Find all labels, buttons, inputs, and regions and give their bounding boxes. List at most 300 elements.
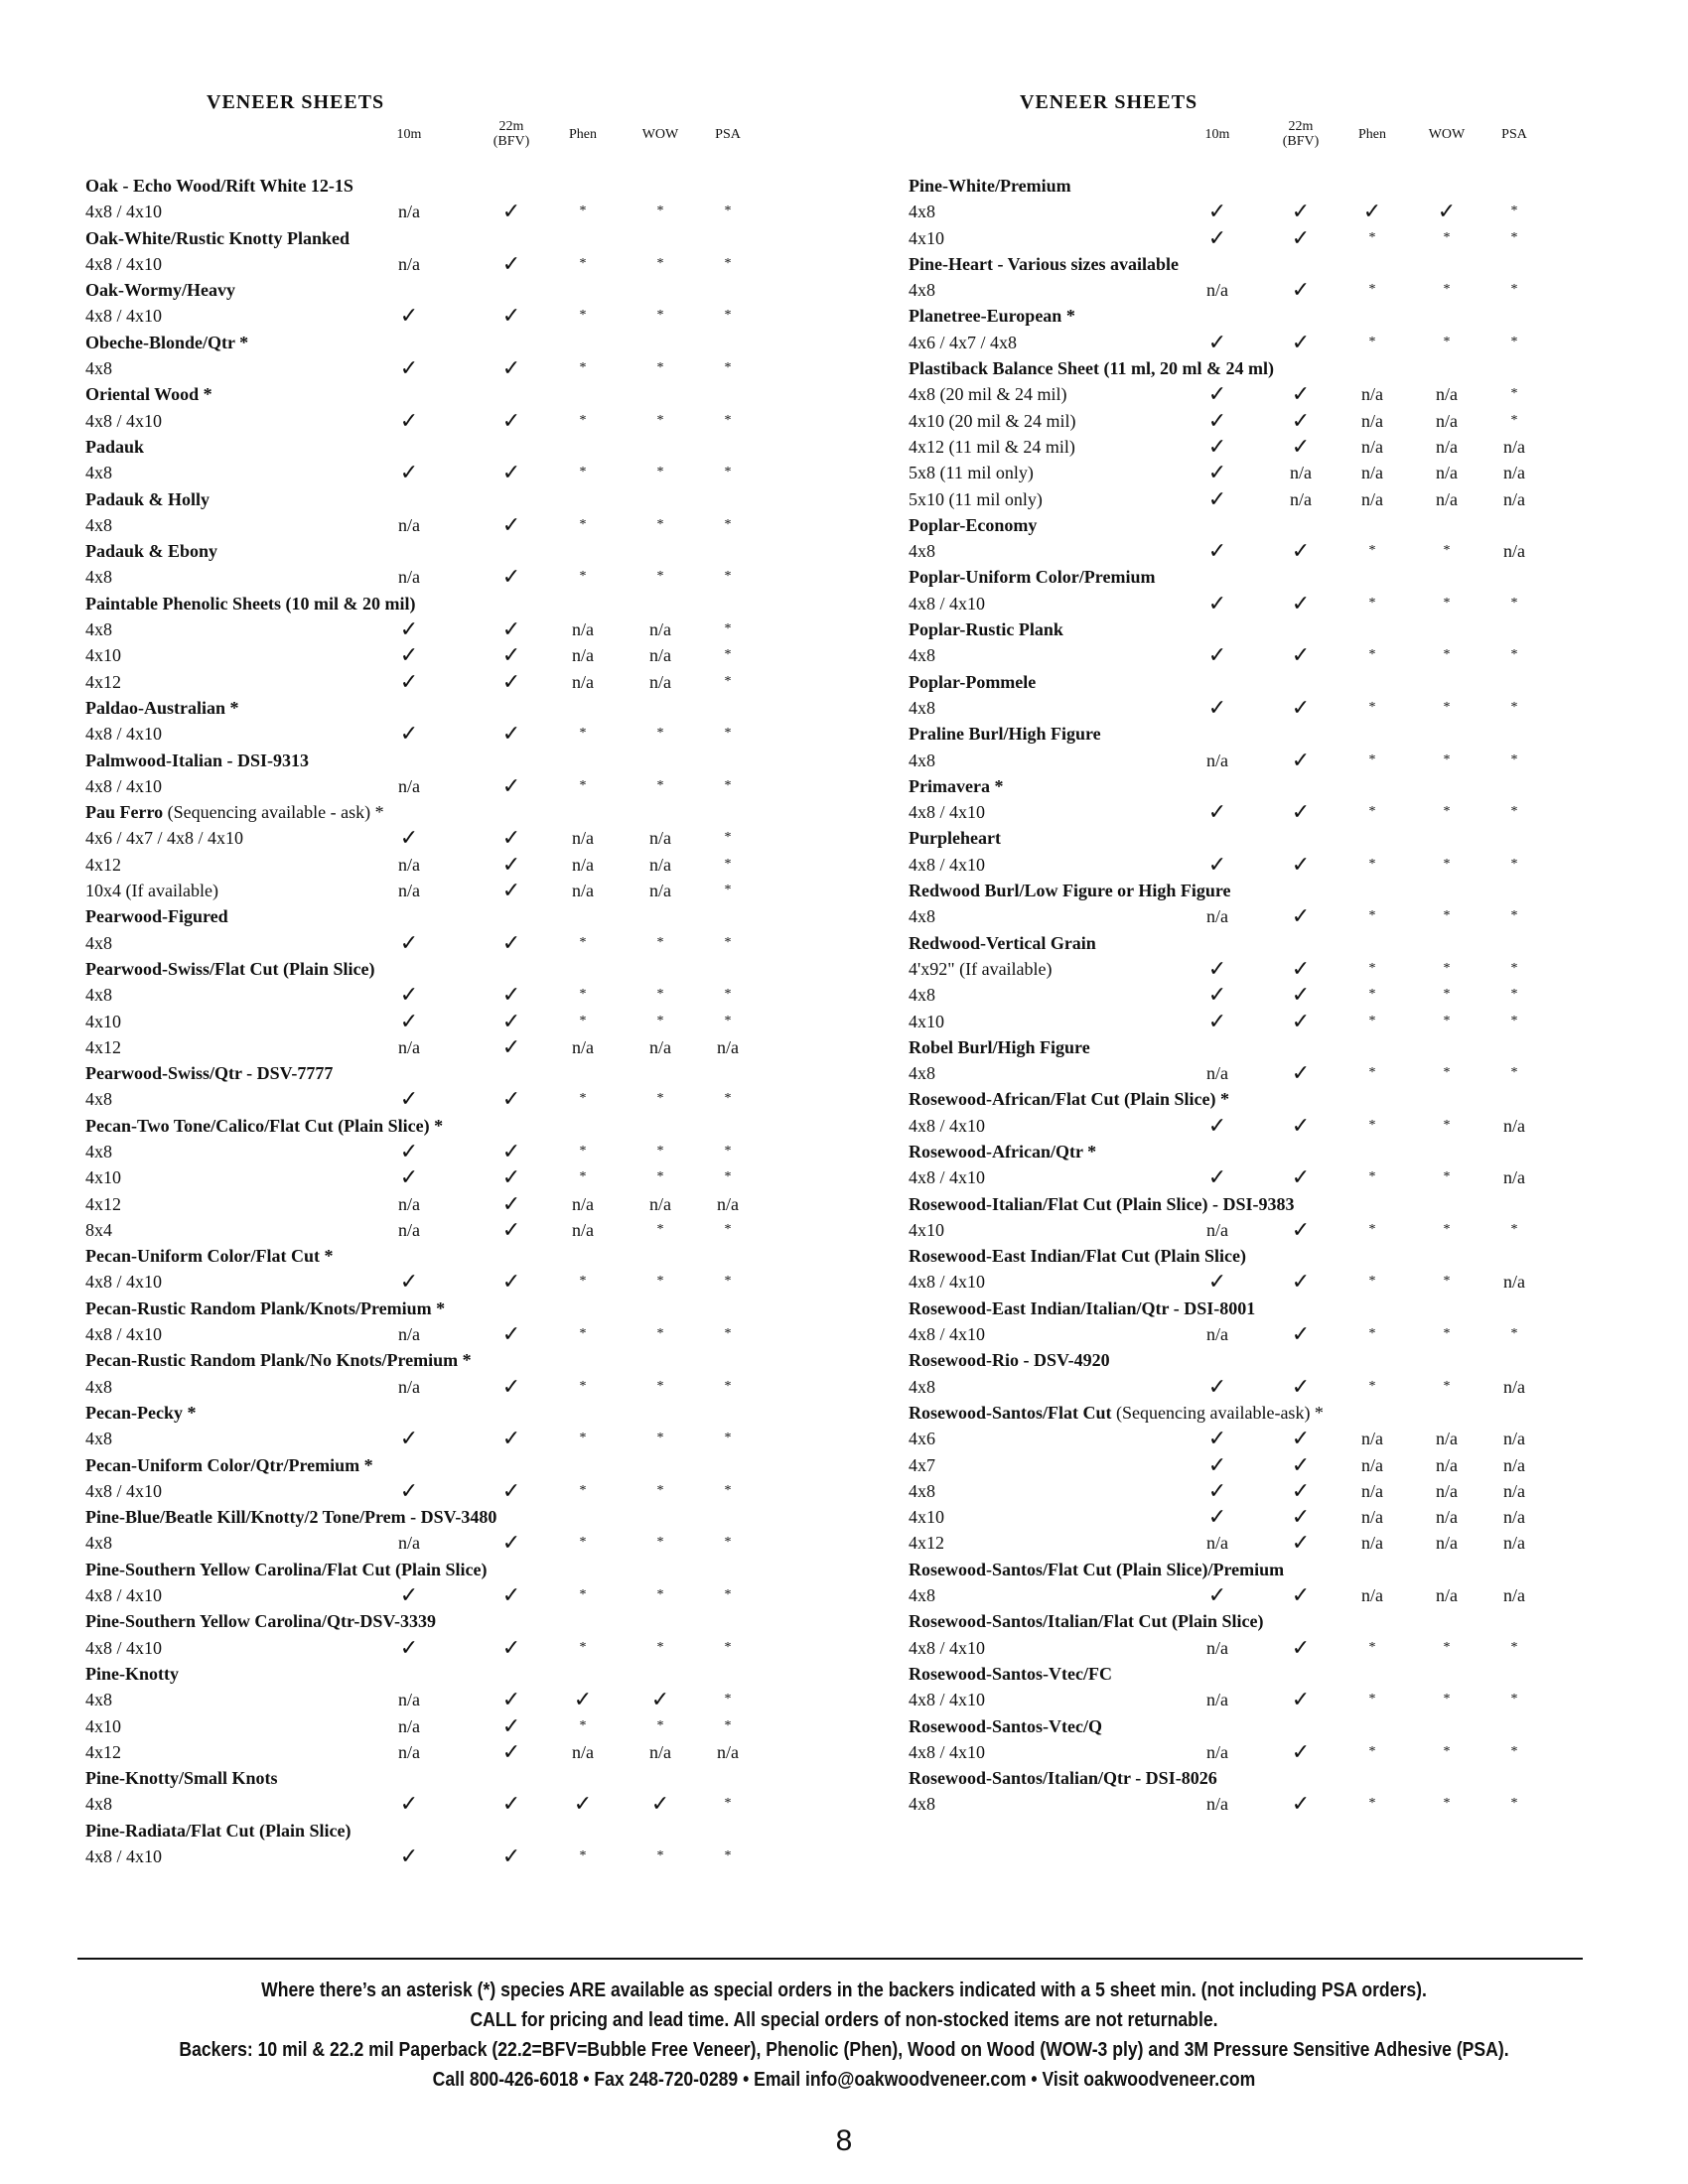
checkmark-icon: ✓ — [501, 1033, 521, 1059]
species-name — [85, 330, 820, 355]
checkmark-icon: ✓ — [501, 1426, 521, 1451]
asterisk-mark: * — [656, 1013, 664, 1028]
species-label: Pearwood-Figured — [85, 906, 228, 927]
left-column-header-4: PSA — [715, 127, 741, 142]
checkmark-icon: ✓ — [1207, 485, 1227, 511]
na-value: n/a — [1361, 463, 1383, 483]
size-label: 4x8 — [909, 750, 935, 770]
na-value: n/a — [1503, 1585, 1525, 1606]
species-name — [85, 277, 820, 303]
species-label: Pecan-Rustic Random Plank/Knots/Premium * — [85, 1297, 446, 1318]
checkmark-icon: ✓ — [1291, 199, 1311, 224]
asterisk-mark: * — [656, 934, 664, 950]
asterisk-mark: * — [724, 516, 732, 532]
asterisk-mark: * — [1443, 1796, 1451, 1812]
checkmark-icon: ✓ — [1291, 1373, 1311, 1399]
asterisk-mark: * — [1368, 751, 1376, 767]
checkmark-icon: ✓ — [1291, 538, 1311, 564]
left-column-header-row — [85, 119, 820, 173]
species-name — [85, 1608, 820, 1634]
size-row — [909, 852, 1618, 878]
asterisk-mark: * — [724, 1587, 732, 1603]
size-row — [909, 1530, 1618, 1556]
asterisk-mark: * — [656, 204, 664, 219]
asterisk-mark: * — [1368, 1065, 1376, 1081]
species-label: Rosewood-African/Qtr * — [909, 1141, 1097, 1161]
size-label: 4x8 / 4x10 — [909, 1324, 986, 1345]
size-label: 4x6 / 4x7 / 4x8 — [909, 332, 1018, 352]
na-value: n/a — [1206, 280, 1228, 301]
species-name — [909, 930, 1618, 956]
species-label: Pine-Southern Yellow Carolina/Flat Cut (Plain Slice) — [85, 1559, 488, 1579]
size-row — [85, 852, 820, 878]
checkmark-icon: ✓ — [501, 1216, 521, 1242]
species-name — [909, 564, 1618, 590]
size-label: 4x8 — [85, 1429, 112, 1449]
species-label: Rosewood-Italian/Flat Cut (Plain Slice) - DSI-9383 — [909, 1193, 1295, 1214]
checkmark-icon: ✓ — [1291, 407, 1311, 433]
checkmark-icon: ✓ — [1291, 590, 1311, 615]
size-label: 4x8 — [85, 567, 112, 588]
species-label: Poplar-Uniform Color/Premium — [909, 567, 1156, 588]
species-label: Pine-Blue/Beatle Kill/Knotty/2 Tone/Prem - DSV-3480 — [85, 1507, 497, 1528]
size-label: 4x8 / 4x10 — [909, 1272, 986, 1293]
asterisk-mark: * — [579, 1326, 587, 1342]
size-label: 4x8 / 4x10 — [909, 1167, 986, 1188]
asterisk-mark: * — [656, 777, 664, 793]
left-rows — [85, 173, 820, 1869]
species-name — [85, 1243, 820, 1269]
size-label: 4x8 — [85, 985, 112, 1006]
size-row — [909, 695, 1618, 721]
asterisk-mark: * — [1510, 987, 1518, 1003]
size-row — [85, 721, 820, 747]
species-name — [909, 355, 1618, 381]
asterisk-mark: * — [1443, 1326, 1451, 1342]
size-label: 4'x92" (If available) — [909, 958, 1053, 979]
size-row — [85, 1530, 820, 1556]
na-value: n/a — [1503, 1533, 1525, 1554]
species-label: Pecan-Uniform Color/Flat Cut * — [85, 1246, 334, 1267]
species-name — [85, 591, 820, 616]
size-row — [909, 1164, 1618, 1190]
na-value: n/a — [717, 1036, 739, 1057]
asterisk-mark: * — [724, 830, 732, 846]
na-value: n/a — [1436, 463, 1458, 483]
size-row — [909, 330, 1618, 355]
asterisk-mark: * — [1443, 908, 1451, 924]
checkmark-icon: ✓ — [399, 642, 419, 668]
asterisk-mark: * — [1443, 960, 1451, 976]
asterisk-mark: * — [656, 412, 664, 428]
size-row — [85, 1843, 820, 1869]
size-row — [85, 1739, 820, 1765]
na-value: n/a — [398, 1219, 420, 1240]
na-value: n/a — [1436, 384, 1458, 405]
asterisk-mark: * — [1368, 1169, 1376, 1185]
checkmark-icon: ✓ — [501, 721, 521, 747]
checkmark-icon: ✓ — [1207, 1504, 1227, 1530]
species-label: Rosewood-Santos-Vtec/Q — [909, 1715, 1102, 1736]
size-row — [909, 1113, 1618, 1139]
na-value: n/a — [572, 619, 594, 640]
size-row — [85, 1269, 820, 1295]
species-name — [909, 773, 1618, 799]
checkmark-icon: ✓ — [573, 1687, 593, 1712]
species-name — [909, 1713, 1618, 1739]
asterisk-mark: * — [579, 726, 587, 742]
asterisk-mark: * — [656, 308, 664, 324]
checkmark-icon: ✓ — [501, 407, 521, 433]
checkmark-icon: ✓ — [501, 355, 521, 381]
species-label: Plastiback Balance Sheet (11 ml, 20 ml & 24 ml) — [909, 358, 1274, 379]
asterisk-mark: * — [579, 1091, 587, 1107]
asterisk-mark: * — [724, 1274, 732, 1290]
left-column-header-1: 22m (BFV) — [492, 119, 530, 149]
asterisk-mark: * — [724, 412, 732, 428]
na-value: n/a — [1206, 1324, 1228, 1345]
na-value: n/a — [572, 671, 594, 692]
checkmark-icon: ✓ — [1207, 851, 1227, 877]
size-label: 10x4 (If available) — [85, 881, 218, 901]
size-label: 4x8 — [909, 1585, 935, 1606]
asterisk-mark: * — [724, 255, 732, 271]
size-row — [909, 903, 1618, 929]
asterisk-mark: * — [656, 1143, 664, 1159]
checkmark-icon: ✓ — [1207, 1477, 1227, 1503]
na-value: n/a — [398, 1715, 420, 1736]
asterisk-mark: * — [724, 883, 732, 898]
asterisk-mark: * — [1443, 1692, 1451, 1707]
asterisk-mark: * — [1368, 1117, 1376, 1133]
species-label: Obeche-Blonde/Qtr * — [85, 332, 249, 352]
na-value: n/a — [1361, 1507, 1383, 1528]
na-value: n/a — [572, 881, 594, 901]
checkmark-icon: ✓ — [1291, 642, 1311, 668]
footer-rule — [77, 1958, 1583, 1960]
na-value: n/a — [1206, 906, 1228, 927]
footer-line-3: Backers: 10 mil & 22.2 mil Paperback (22.2=BFV=Bubble Free Veneer), Phenolic (Phen), Wood on Wood (WOW-3 ply) and 3M Pressure Sensitive Adhesive (PSA). — [179, 2039, 1509, 2061]
checkmark-icon: ✓ — [399, 825, 419, 851]
species-label: Palmwood-Italian - DSI-9313 — [85, 750, 310, 770]
size-label: 4x8 — [909, 1794, 935, 1815]
asterisk-mark: * — [1510, 412, 1518, 428]
asterisk-mark: * — [1368, 543, 1376, 559]
asterisk-mark: * — [656, 1639, 664, 1655]
size-row — [909, 381, 1618, 407]
checkmark-icon: ✓ — [1207, 407, 1227, 433]
asterisk-mark: * — [1443, 229, 1451, 245]
checkmark-icon: ✓ — [1291, 277, 1311, 303]
size-label: 4x8 / 4x10 — [85, 1272, 163, 1293]
species-label: Pearwood-Swiss/Qtr - DSV-7777 — [85, 1063, 334, 1084]
checkmark-icon: ✓ — [399, 303, 419, 329]
size-label: 4x10 — [909, 1507, 944, 1528]
na-value: n/a — [1436, 1585, 1458, 1606]
asterisk-mark: * — [1368, 647, 1376, 663]
species-name — [85, 1060, 820, 1086]
right-column-header-1: 22m (BFV) — [1282, 119, 1320, 149]
asterisk-mark: * — [1368, 334, 1376, 349]
size-label: 4x8 / 4x10 — [85, 253, 163, 274]
checkmark-icon: ✓ — [573, 1791, 593, 1817]
asterisk-mark: * — [724, 1535, 732, 1551]
checkmark-icon: ✓ — [399, 355, 419, 381]
asterisk-mark: * — [1443, 543, 1451, 559]
size-label: 5x10 (11 mil only) — [909, 488, 1043, 509]
size-label: 4x8 (20 mil & 24 mil) — [909, 384, 1067, 405]
asterisk-mark: * — [724, 1848, 732, 1863]
right-rows — [909, 173, 1618, 1818]
species-label: Redwood-Vertical Grain — [909, 932, 1096, 953]
size-row — [909, 1269, 1618, 1295]
size-row — [85, 1687, 820, 1712]
checkmark-icon: ✓ — [1291, 381, 1311, 407]
checkmark-icon: ✓ — [501, 929, 521, 955]
checkmark-icon: ✓ — [1207, 1269, 1227, 1295]
right-column — [909, 85, 1618, 1818]
species-name — [909, 1191, 1618, 1217]
na-value: n/a — [1503, 436, 1525, 457]
size-row — [85, 930, 820, 956]
size-row — [909, 1374, 1618, 1400]
size-label: 4x8 — [909, 280, 935, 301]
species-name — [85, 538, 820, 564]
size-label: 4x10 — [909, 227, 944, 248]
asterisk-mark: * — [656, 1378, 664, 1394]
asterisk-mark: * — [1443, 1743, 1451, 1759]
checkmark-icon: ✓ — [1207, 381, 1227, 407]
size-row — [85, 1635, 820, 1661]
size-label: 4x8 / 4x10 — [85, 410, 163, 431]
asterisk-mark: * — [724, 465, 732, 480]
size-label: 4x12 (11 mil & 24 mil) — [909, 436, 1075, 457]
checkmark-icon: ✓ — [1291, 1426, 1311, 1451]
species-label: Padauk — [85, 436, 145, 457]
na-value: n/a — [1436, 410, 1458, 431]
asterisk-mark: * — [1510, 229, 1518, 245]
size-row — [85, 1374, 820, 1400]
asterisk-mark: * — [656, 1587, 664, 1603]
asterisk-mark: * — [1368, 908, 1376, 924]
na-value: n/a — [1436, 1429, 1458, 1449]
size-label: 4x8 — [85, 1089, 112, 1110]
checkmark-icon: ✓ — [1207, 1582, 1227, 1608]
asterisk-mark: * — [579, 1535, 587, 1551]
species-label: Pecan-Two Tone/Calico/Flat Cut (Plain Slice) * — [85, 1115, 444, 1136]
asterisk-mark: * — [656, 516, 664, 532]
left-column-heading: VENEER SHEETS — [207, 91, 385, 113]
size-row — [85, 825, 820, 851]
asterisk-mark: * — [1443, 1639, 1451, 1655]
species-label: Pine-Southern Yellow Carolina/Qtr-DSV-3339 — [85, 1611, 436, 1632]
asterisk-mark: * — [1443, 1274, 1451, 1290]
asterisk-mark: * — [579, 1169, 587, 1185]
checkmark-icon: ✓ — [399, 1477, 419, 1503]
asterisk-mark: * — [724, 1013, 732, 1028]
checkmark-icon: ✓ — [1291, 1008, 1311, 1033]
checkmark-icon: ✓ — [1291, 1216, 1311, 1242]
checkmark-icon: ✓ — [399, 1086, 419, 1112]
size-row — [909, 799, 1618, 825]
asterisk-mark: * — [1443, 647, 1451, 663]
asterisk-mark: * — [579, 569, 587, 585]
checkmark-icon: ✓ — [399, 407, 419, 433]
size-row — [909, 277, 1618, 303]
size-row — [909, 1009, 1618, 1034]
species-label: Oak - Echo Wood/Rift White 12-1S — [85, 176, 353, 196]
size-label: 4x12 — [909, 1533, 944, 1554]
size-label: 4x10 — [85, 1167, 121, 1188]
size-label: 4x12 — [85, 671, 121, 692]
asterisk-mark: * — [724, 1717, 732, 1733]
size-label: 4x8 — [85, 358, 112, 379]
checkmark-icon: ✓ — [501, 1582, 521, 1608]
asterisk-mark: * — [579, 516, 587, 532]
species-label: Rosewood-Santos/Flat Cut (Plain Slice)/Premium — [909, 1559, 1285, 1579]
na-value: n/a — [1436, 1533, 1458, 1554]
na-value: n/a — [649, 645, 671, 666]
asterisk-mark: * — [724, 1169, 732, 1185]
size-row — [909, 1687, 1618, 1712]
asterisk-mark: * — [656, 1535, 664, 1551]
species-name — [909, 1296, 1618, 1321]
right-column-header-4: PSA — [1501, 127, 1527, 142]
size-row — [909, 1582, 1618, 1608]
size-row — [909, 748, 1618, 773]
checkmark-icon: ✓ — [501, 1086, 521, 1112]
na-value: n/a — [398, 881, 420, 901]
asterisk-mark: * — [579, 1378, 587, 1394]
checkmark-icon: ✓ — [399, 1138, 419, 1163]
asterisk-mark: * — [1443, 856, 1451, 872]
size-label: 4x8 — [909, 202, 935, 222]
na-value: n/a — [398, 514, 420, 535]
na-value: n/a — [1206, 1063, 1228, 1084]
size-label: 4x8 / 4x10 — [909, 1690, 986, 1710]
species-label: Rosewood-Santos/Flat Cut — [909, 1402, 1112, 1423]
species-name — [909, 1034, 1618, 1060]
asterisk-mark: * — [724, 777, 732, 793]
species-name — [85, 1113, 820, 1139]
checkmark-icon: ✓ — [501, 1321, 521, 1347]
species-name — [85, 1765, 820, 1791]
checkmark-icon: ✓ — [1291, 433, 1311, 459]
asterisk-mark: * — [724, 569, 732, 585]
left-column — [85, 85, 820, 1869]
size-label: 4x8 / 4x10 — [909, 1637, 986, 1658]
na-value: n/a — [1503, 1115, 1525, 1136]
species-label: Pecan-Pecky * — [85, 1402, 197, 1423]
species-name — [85, 434, 820, 460]
na-value: n/a — [1503, 463, 1525, 483]
checkmark-icon: ✓ — [1291, 1269, 1311, 1295]
asterisk-mark: * — [1510, 595, 1518, 611]
size-label: 4x12 — [85, 1036, 121, 1057]
size-label: 4x8 / 4x10 — [85, 1585, 163, 1606]
species-name — [85, 225, 820, 251]
asterisk-mark: * — [724, 1378, 732, 1394]
asterisk-mark: * — [656, 1326, 664, 1342]
page-number: 8 — [835, 2124, 853, 2157]
species-label: Purpleheart — [909, 828, 1001, 849]
species-label: Rosewood-Santos/Italian/Qtr - DSI-8026 — [909, 1768, 1217, 1789]
species-label: Redwood Burl/Low Figure or High Figure — [909, 881, 1231, 901]
na-value: n/a — [1361, 1480, 1383, 1501]
species-name — [85, 1296, 820, 1321]
na-value: n/a — [398, 567, 420, 588]
size-row — [85, 1582, 820, 1608]
size-row — [85, 1034, 820, 1060]
asterisk-mark: * — [1443, 282, 1451, 298]
checkmark-icon: ✓ — [501, 1791, 521, 1817]
checkmark-icon: ✓ — [1207, 460, 1227, 485]
size-row — [85, 878, 820, 903]
checkmark-icon: ✓ — [1437, 199, 1457, 224]
checkmark-icon: ✓ — [501, 511, 521, 537]
asterisk-mark: * — [656, 1482, 664, 1498]
asterisk-mark: * — [656, 1431, 664, 1446]
asterisk-mark: * — [579, 308, 587, 324]
species-name — [85, 695, 820, 721]
checkmark-icon: ✓ — [1207, 1451, 1227, 1477]
na-value: n/a — [1436, 1480, 1458, 1501]
asterisk-mark: * — [1510, 960, 1518, 976]
right-column-header-0: 10m — [1204, 127, 1230, 142]
na-value: n/a — [1503, 1507, 1525, 1528]
checkmark-icon: ✓ — [501, 616, 521, 642]
size-label: 4x10 — [909, 1219, 944, 1240]
species-label: Padauk & Ebony — [85, 541, 218, 562]
checkmark-icon: ✓ — [399, 460, 419, 485]
na-value: n/a — [398, 775, 420, 796]
asterisk-mark: * — [724, 856, 732, 872]
asterisk-mark: * — [656, 1169, 664, 1185]
na-value: n/a — [1503, 1480, 1525, 1501]
na-value: n/a — [1503, 1167, 1525, 1188]
species-label: Rosewood-East Indian/Flat Cut (Plain Slice) — [909, 1246, 1247, 1267]
asterisk-mark: * — [1510, 856, 1518, 872]
asterisk-mark: * — [656, 987, 664, 1003]
asterisk-mark: * — [1368, 804, 1376, 820]
na-value: n/a — [398, 1193, 420, 1214]
size-row — [909, 434, 1618, 460]
na-value: n/a — [649, 1741, 671, 1762]
asterisk-mark: * — [1443, 1117, 1451, 1133]
checkmark-icon: ✓ — [501, 1373, 521, 1399]
asterisk-mark: * — [1368, 1639, 1376, 1655]
species-name — [85, 1818, 820, 1843]
species-name — [85, 1347, 820, 1373]
checkmark-icon: ✓ — [501, 825, 521, 851]
species-label: Pearwood-Swiss/Flat Cut (Plain Slice) — [85, 958, 375, 979]
checkmark-icon: ✓ — [501, 1477, 521, 1503]
na-value: n/a — [1503, 541, 1525, 562]
species-name — [909, 825, 1618, 851]
checkmark-icon: ✓ — [650, 1687, 670, 1712]
asterisk-mark: * — [1510, 1743, 1518, 1759]
na-value: n/a — [1361, 488, 1383, 509]
checkmark-icon: ✓ — [399, 982, 419, 1008]
checkmark-icon: ✓ — [1207, 1426, 1227, 1451]
na-value: n/a — [1206, 1533, 1228, 1554]
asterisk-mark: * — [724, 360, 732, 376]
size-row — [909, 591, 1618, 616]
asterisk-mark: * — [579, 1848, 587, 1863]
na-value: n/a — [1206, 1637, 1228, 1658]
species-name — [909, 616, 1618, 642]
size-label: 4x10 — [85, 1011, 121, 1031]
